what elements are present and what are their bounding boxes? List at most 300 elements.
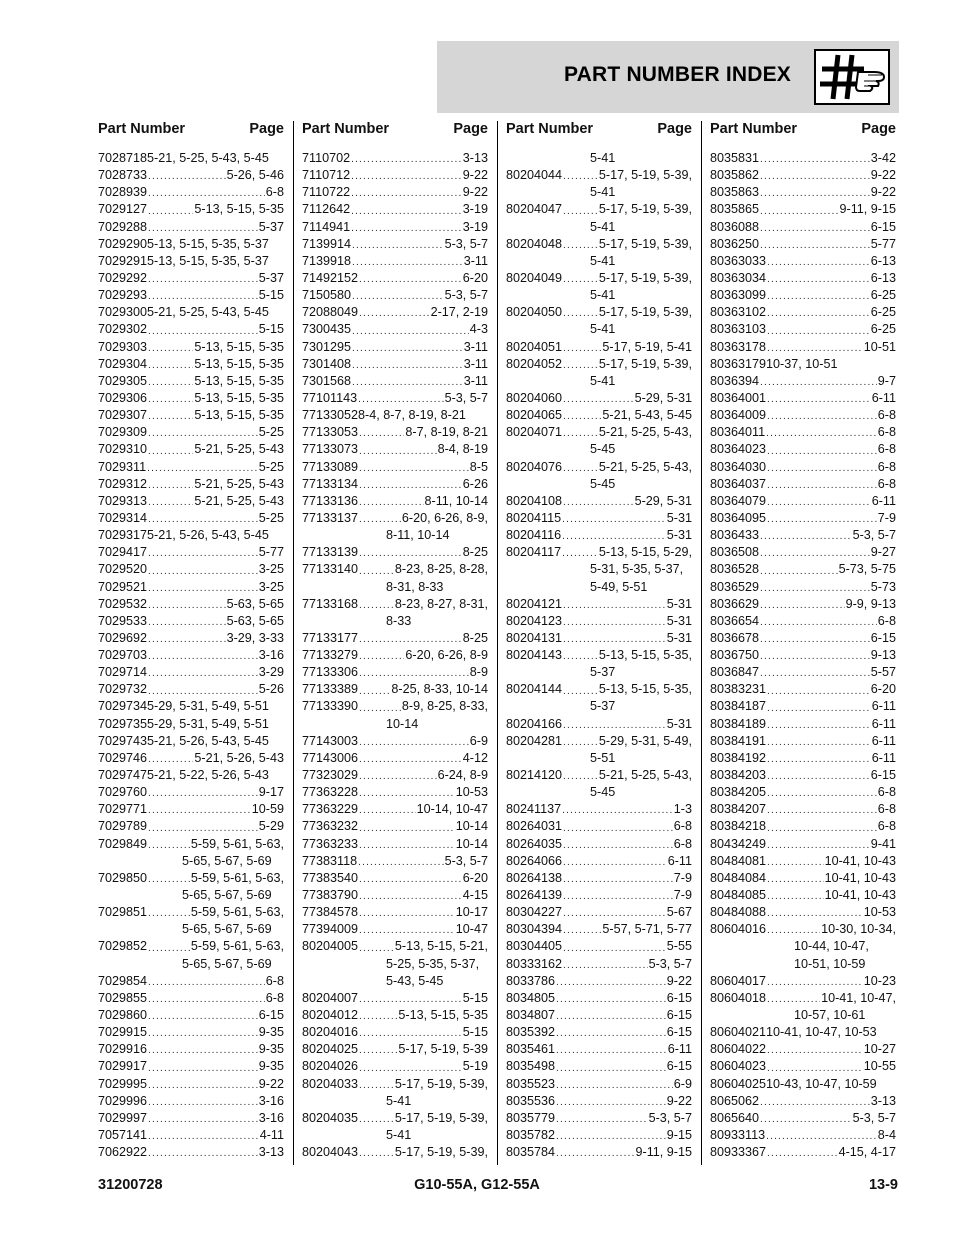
index-entry (302, 544, 488, 561)
index-entry-continuation (98, 887, 284, 904)
page-refs: 10-57, 10-61 (794, 1008, 866, 1023)
dot-leader (556, 1130, 666, 1144)
part-number: 8034805 (506, 990, 556, 1005)
page-refs: 3-29 (258, 665, 284, 680)
dot-leader (767, 496, 871, 510)
page-refs: 6-11 (871, 390, 896, 405)
page-refs: 5-21, 5-25, 5-43 (194, 493, 284, 508)
index-entry-continuation (98, 853, 284, 870)
dot-leader (148, 222, 258, 236)
page-refs: 5-15 (258, 288, 284, 303)
page-refs: 8-25, 8-33, 10-14 (391, 682, 488, 697)
page-refs: 5-13, 5-15, 5-35 (194, 373, 284, 388)
part-number: 80204049 (506, 270, 563, 285)
dot-leader (760, 616, 877, 630)
part-number: 7029313 (98, 493, 148, 508)
part-number: 80364037 (710, 476, 767, 491)
part-number: 77133089 (302, 459, 359, 474)
footer-models: G10-55A, G12-55A (414, 1177, 540, 1193)
part-number: 80204131 (506, 630, 563, 645)
page-refs: -21, 5-22, 5-26, 5-43 (154, 768, 269, 783)
dot-leader (148, 410, 193, 424)
dot-leader (760, 376, 877, 390)
part-number: 80363034 (710, 270, 767, 285)
index-entry (710, 733, 896, 750)
dot-leader (148, 479, 193, 493)
index-entry (710, 459, 896, 476)
index-entry (302, 1144, 488, 1161)
index-entry (98, 1024, 284, 1041)
dot-leader (767, 307, 870, 321)
part-number: 7029760 (98, 785, 148, 800)
index-entry (302, 339, 488, 356)
page-refs: 5-19 (462, 1059, 488, 1074)
part-number: 8035536 (506, 1093, 556, 1108)
dot-leader (359, 513, 401, 527)
part-number: 77133140 (302, 562, 359, 577)
footer-page-number: 13-9 (868, 1177, 898, 1193)
index-entry (506, 1058, 692, 1075)
index-entry (710, 407, 896, 424)
index-entry (302, 1024, 488, 1041)
part-number: 70293175 (98, 528, 155, 543)
dot-leader (760, 205, 838, 219)
dot-leader (563, 359, 598, 373)
page-refs: 5-17, 5-19, 5-39 (398, 1042, 488, 1057)
dot-leader (148, 565, 258, 579)
part-number: 80604025 (710, 1076, 767, 1091)
index-entry (506, 167, 692, 184)
page-refs: 5-3, 5-7 (648, 1110, 692, 1125)
page-refs: 6-15 (870, 630, 896, 645)
index-entry (302, 356, 488, 373)
page-refs: 5-45 (590, 442, 616, 457)
part-number: 80364030 (710, 459, 767, 474)
page-refs: 3-25 (258, 579, 284, 594)
part-number: 8036394 (710, 373, 760, 388)
index-entry-continuation (506, 750, 692, 767)
index-entry (302, 321, 488, 338)
dot-leader (556, 993, 666, 1007)
index-entry (710, 818, 896, 835)
part-number: 7110722 (302, 185, 351, 200)
page-refs: 6-20, 6-26, 8-9 (405, 648, 488, 663)
index-entry-continuation (506, 287, 692, 304)
dot-leader (760, 582, 870, 596)
dot-leader (359, 307, 430, 321)
dot-leader (760, 633, 870, 647)
page-refs: 5-13, 5-15, 5-35 (194, 202, 284, 217)
part-number: 7301568 (302, 373, 352, 388)
part-number: 77363233 (302, 836, 359, 851)
page-refs: 5-17, 5-19, 5-41 (602, 339, 692, 354)
dot-leader (148, 1010, 258, 1024)
dot-leader (767, 410, 877, 424)
index-entry (98, 733, 284, 750)
dot-leader (148, 427, 258, 441)
dot-leader (148, 993, 265, 1007)
part-number: 7150580 (302, 288, 352, 303)
dot-leader (562, 547, 598, 561)
index-entry (98, 459, 284, 476)
index-entry (302, 1058, 488, 1075)
part-number: 8035779 (506, 1110, 556, 1125)
page-refs: 6-24, 8-9 (437, 768, 488, 783)
index-entry (506, 767, 692, 784)
index-entry (506, 1110, 692, 1127)
index-entry (710, 853, 896, 870)
dot-leader (148, 547, 258, 561)
page-refs: 6-8 (877, 425, 896, 440)
part-number: 7029127 (98, 202, 148, 217)
page-refs: 10-47 (455, 922, 488, 937)
dot-leader (359, 633, 462, 647)
index-entry (710, 1076, 896, 1093)
page-refs: 4-11 (259, 1128, 284, 1142)
dot-leader (767, 1044, 863, 1058)
dot-leader (359, 1010, 397, 1024)
dot-leader (563, 924, 601, 938)
dot-leader (359, 993, 462, 1007)
part-number: 70292905 (98, 236, 155, 251)
page-refs: 5-15 (258, 322, 284, 337)
part-number: 80383231 (710, 682, 767, 697)
dot-leader (359, 273, 462, 287)
part-number: 7028939 (98, 185, 148, 200)
part-number: 77133177 (302, 630, 359, 645)
page-refs: 10-41, 10-43 (824, 853, 896, 868)
dot-leader (148, 685, 258, 699)
page-refs: 3-13 (462, 150, 488, 165)
part-number: 80364079 (710, 493, 767, 508)
index-entry (506, 853, 692, 870)
dot-leader (563, 410, 601, 424)
dot-leader (767, 702, 871, 716)
page-refs: 5-29, 5-31 (634, 390, 692, 405)
dot-leader (148, 393, 193, 407)
page-refs: 6-8 (877, 785, 896, 800)
index-entry-continuation (506, 150, 692, 167)
page-refs: 9-9, 9-13 (845, 596, 896, 611)
index-entry (710, 253, 896, 270)
part-number: 70297475 (98, 768, 155, 783)
page-refs: 8-4, 8-7, 8-19, 8-21 (358, 408, 466, 423)
index-entry (302, 801, 488, 818)
part-number-header: Part Number (98, 121, 186, 137)
index-entry (98, 784, 284, 801)
dot-leader (148, 804, 251, 818)
index-entry (302, 853, 488, 870)
part-number: 77133137 (302, 510, 359, 525)
page-refs: 5-17, 5-19, 5-39, (598, 236, 692, 251)
index-entry (98, 716, 284, 733)
dot-leader (760, 187, 870, 201)
page-refs: 5-29, 5-31 (634, 493, 692, 508)
index-entry-continuation (302, 613, 488, 630)
part-number: 80204065 (506, 408, 563, 423)
index-entry (506, 1093, 692, 1110)
page-refs: 5-45 (590, 785, 616, 800)
dot-leader (351, 170, 462, 184)
part-number: 80384191 (710, 733, 767, 748)
part-number: 7110712 (302, 168, 351, 183)
page-refs: 6-11 (871, 716, 896, 731)
index-entry (506, 1041, 692, 1058)
part-number: 80204052 (506, 356, 563, 371)
dot-leader (556, 1147, 634, 1161)
page-refs: 6-11 (667, 853, 692, 868)
page-refs: -21, 5-25, 5-43, 5-45 (154, 305, 269, 320)
dot-leader (767, 290, 870, 304)
page-refs: 10-55 (863, 1059, 896, 1074)
page-refs: 3-13 (258, 1145, 284, 1160)
page-refs: 6-8 (265, 990, 284, 1005)
dot-leader (767, 1147, 838, 1161)
page-refs: 6-15 (870, 219, 896, 234)
dot-leader (359, 496, 423, 510)
index-entry (710, 699, 896, 716)
index-entry (302, 870, 488, 887)
column-header (506, 119, 692, 150)
page-refs: 5-25 (258, 510, 284, 525)
index-entry (302, 767, 488, 784)
dot-leader (556, 1062, 666, 1076)
part-number: 8036088 (710, 219, 760, 234)
index-entry (98, 304, 284, 321)
index-entry-continuation (98, 956, 284, 973)
index-entry (710, 1093, 896, 1110)
index-entry (506, 801, 692, 818)
index-entry (710, 647, 896, 664)
part-number: 7029851 (98, 905, 148, 920)
part-number: 7029307 (98, 408, 148, 423)
dot-leader (563, 633, 666, 647)
part-number: 7112642 (302, 202, 351, 217)
dot-leader (148, 342, 193, 356)
index-entry (302, 1007, 488, 1024)
part-number: 77133390 (302, 699, 359, 714)
dot-leader (148, 170, 226, 184)
index-entry (506, 304, 692, 321)
index-entry-continuation (710, 956, 896, 973)
page-refs: 6-25 (870, 322, 896, 337)
dot-leader (148, 273, 258, 287)
index-entry (302, 1076, 488, 1093)
dot-leader (767, 1062, 863, 1076)
part-number: 8035461 (506, 1042, 556, 1057)
dot-leader (563, 427, 598, 441)
part-number: 70297345 (98, 699, 155, 714)
index-entry (710, 287, 896, 304)
page-refs: -13, 5-15, 5-35, 5-37 (154, 253, 269, 268)
part-number: 8036750 (710, 648, 760, 663)
dot-leader (556, 1079, 673, 1093)
index-entry-continuation (302, 956, 488, 973)
page-refs: 5-25, 5-35, 5-37, (386, 956, 480, 971)
page-header: Page (249, 121, 284, 137)
dot-leader (359, 1044, 397, 1058)
column-divider (701, 121, 702, 1165)
part-number: 8035523 (506, 1076, 556, 1091)
part-number: 7029714 (98, 665, 148, 680)
page-refs: 5-3, 5-7 (444, 390, 488, 405)
part-number: 80604021 (710, 1025, 767, 1040)
part-number: 7029996 (98, 1093, 148, 1108)
page-refs: 5-41 (590, 185, 616, 200)
dot-leader (767, 719, 871, 733)
dot-leader (148, 359, 193, 373)
index-entry (98, 904, 284, 921)
index-entry (98, 990, 284, 1007)
part-number: 80364009 (710, 408, 767, 423)
index-entry (506, 356, 692, 373)
part-number: 80204116 (506, 528, 562, 543)
index-entry (710, 356, 896, 373)
dot-leader (563, 393, 634, 407)
dot-leader (148, 1044, 258, 1058)
index-entry (710, 493, 896, 510)
dot-leader (359, 479, 462, 493)
dot-leader (359, 924, 455, 938)
index-entry (302, 184, 488, 201)
page-refs: 5-59, 5-61, 5-63, (190, 836, 284, 851)
page-refs: 4-3 (469, 322, 488, 337)
dot-leader (359, 427, 404, 441)
page-refs: 3-16 (258, 648, 284, 663)
index-entry (710, 270, 896, 287)
index-entry (98, 699, 284, 716)
dot-leader (767, 685, 870, 699)
page-refs: 5-57, 5-71, 5-77 (602, 922, 692, 937)
index-entry (98, 356, 284, 373)
dot-leader (760, 599, 845, 613)
index-entry (506, 956, 692, 973)
part-number: 80384189 (710, 716, 767, 731)
index-entry (98, 287, 284, 304)
dot-leader (359, 822, 455, 836)
page-refs: 5-3, 5-7 (444, 853, 488, 868)
part-number: 8035863 (710, 185, 760, 200)
page-refs: 5-43, 5-45 (386, 973, 444, 988)
dot-leader (556, 976, 666, 990)
index-entry (710, 339, 896, 356)
index-entry (506, 270, 692, 287)
page-refs: 5-15 (462, 990, 488, 1005)
index-entry (98, 219, 284, 236)
page-refs: 5-26, 5-46 (226, 168, 284, 183)
index-entry (710, 1041, 896, 1058)
part-number: 80604016 (710, 922, 767, 937)
index-column-2 (302, 119, 488, 1161)
part-number: 7029312 (98, 476, 148, 491)
part-number: 8065640 (710, 1110, 760, 1125)
dot-leader (148, 496, 193, 510)
part-number: 7114941 (302, 219, 351, 234)
index-entry (302, 219, 488, 236)
index-entry-continuation (506, 219, 692, 236)
page-refs: 5-67 (666, 905, 692, 920)
index-entry-continuation (506, 579, 692, 596)
index-entry-continuation (98, 921, 284, 938)
part-number: 80204108 (506, 493, 563, 508)
index-entry (302, 424, 488, 441)
page-refs: -29, 5-31, 5-49, 5-51 (154, 699, 269, 714)
part-number: 80204016 (302, 1025, 359, 1040)
index-entry (710, 973, 896, 990)
part-number: 80384218 (710, 819, 767, 834)
part-number: 80204050 (506, 305, 563, 320)
index-entry (98, 836, 284, 853)
part-number: 77133136 (302, 493, 359, 508)
part-number: 77133053 (302, 425, 359, 440)
page-refs: 10-14, 10-47 (416, 802, 488, 817)
index-entry (302, 681, 488, 698)
page-refs: 8-4 (877, 1128, 896, 1142)
column-header (710, 119, 896, 150)
page-refs: 10-23 (863, 973, 896, 988)
dot-leader (556, 1044, 667, 1058)
index-entry (98, 818, 284, 835)
dot-leader (563, 890, 673, 904)
page-refs: 5-49, 5-51 (590, 579, 648, 594)
index-entry (710, 801, 896, 818)
dot-leader (563, 942, 666, 956)
index-entry (302, 904, 488, 921)
page-refs: 9-15 (666, 1128, 692, 1142)
dot-leader (760, 153, 870, 167)
column-divider (497, 121, 498, 1165)
dot-leader (148, 1096, 258, 1110)
index-entry (506, 870, 692, 887)
part-number: 77383118 (302, 853, 358, 868)
index-entry (98, 1110, 284, 1127)
page-refs: 9-22 (462, 168, 488, 183)
index-entry-continuation (302, 527, 488, 544)
page-refs: 5-13, 5-15, 5-29, (598, 545, 692, 560)
part-number: 80604022 (710, 1042, 767, 1057)
part-number: 80933367 (710, 1145, 767, 1160)
part-number: 80204033 (302, 1076, 359, 1091)
index-entry (302, 750, 488, 767)
dot-leader (767, 976, 863, 990)
dot-leader (556, 1010, 666, 1024)
part-number: 77363232 (302, 819, 359, 834)
dot-leader (767, 753, 871, 767)
index-entry (302, 887, 488, 904)
index-entry (98, 270, 284, 287)
index-entry (302, 373, 488, 390)
page-refs: 5-13, 5-15, 5-21, (394, 939, 488, 954)
index-column-4 (710, 119, 896, 1161)
part-number: 80384192 (710, 750, 767, 765)
page-refs: 6-8 (265, 185, 284, 200)
dot-leader (563, 239, 598, 253)
index-entry-continuation (506, 184, 692, 201)
part-number: 8035831 (710, 150, 760, 165)
page-refs: 5-26 (258, 682, 284, 697)
index-entry (98, 510, 284, 527)
part-number: 7029771 (98, 802, 148, 817)
page-refs: 5-51 (590, 750, 616, 765)
part-number: 7300435 (302, 322, 352, 337)
dot-leader (148, 616, 226, 630)
page-refs: 5-73, 5-75 (838, 562, 896, 577)
page-refs: 3-11 (463, 253, 488, 268)
index-entry (98, 596, 284, 613)
index-entry-continuation (710, 938, 896, 955)
index-entry (302, 441, 488, 458)
part-number: 7029746 (98, 750, 148, 765)
